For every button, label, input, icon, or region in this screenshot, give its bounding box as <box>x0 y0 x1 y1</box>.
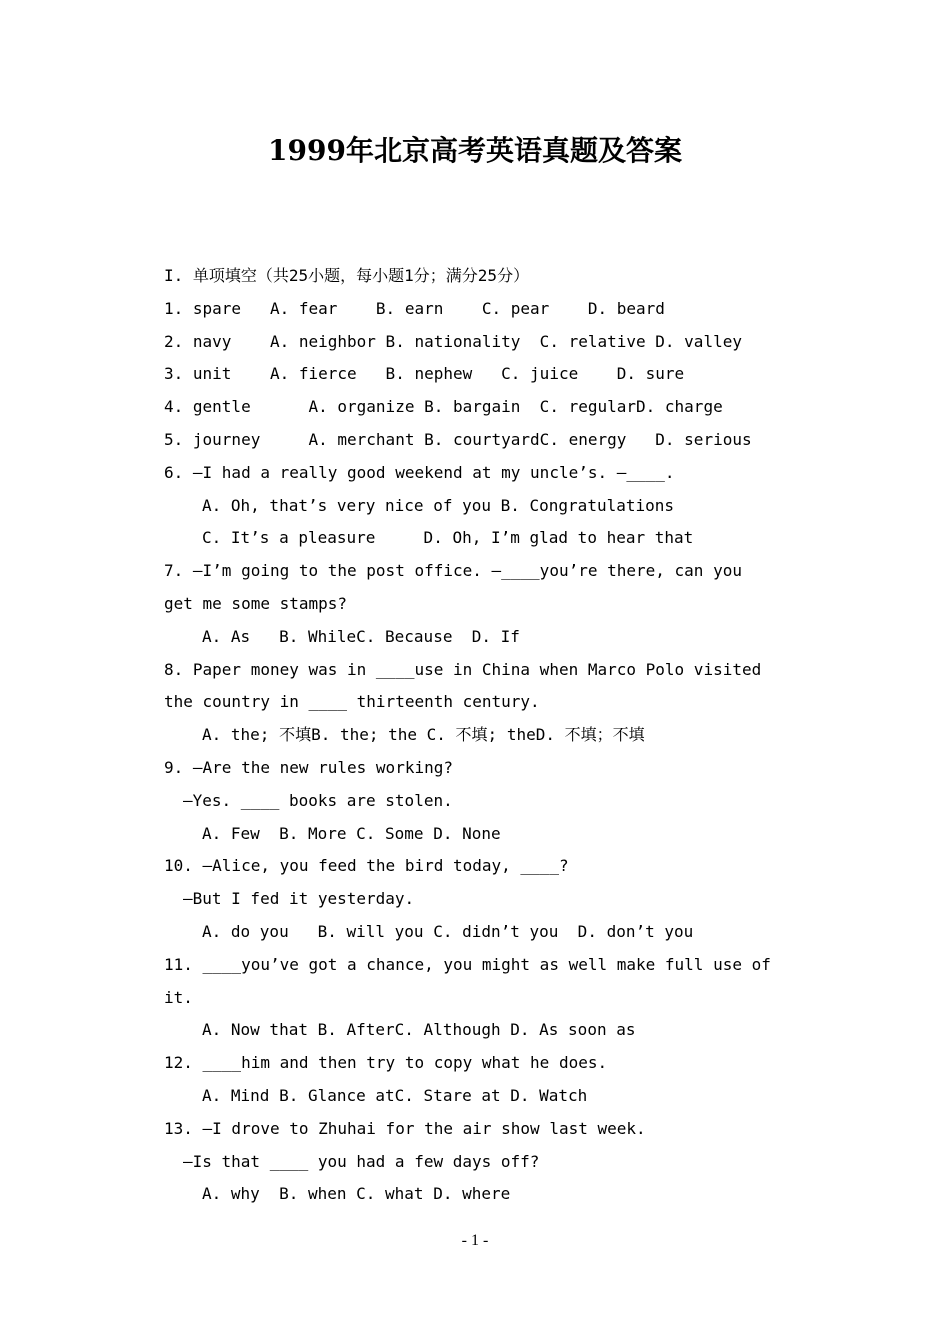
question-12-options: A. Mind B. Glance atC. Stare at D. Watch <box>202 1085 588 1105</box>
question-1: 1. spare A. fear B. earn C. pear D. beard <box>164 298 665 318</box>
question-6: 6. —I had a really good weekend at my uncle’s. —____. <box>164 462 675 482</box>
question-9-reply: —Yes. ____ books are stolen. <box>183 790 453 810</box>
document-title: 1999年北京高考英语真题及答案 <box>268 134 682 167</box>
question-8-options: A. the; 不填B. the; the C. 不填; theD. 不填；不填 <box>202 725 645 745</box>
question-5: 5. journey A. merchant B. courtyardC. energy D. serious <box>164 429 752 449</box>
page-number: - 1 - <box>461 1232 489 1249</box>
question-7: 7. —I’m going to the post office. —____you’re there, can you <box>164 561 742 581</box>
section-heading: I. 单项填空（共25小题，每小题1分；满分25分） <box>164 266 530 285</box>
question-7-continued: get me some stamps? <box>164 593 348 613</box>
question-6-options-c-d: C. It’s a pleasure D. Oh, I’m glad to hear that <box>202 528 694 548</box>
question-7-options: A. As B. WhileC. Because D. If <box>202 626 520 646</box>
question-9: 9. —Are the new rules working? <box>164 757 453 777</box>
question-10: 10. —Alice, you feed the bird today, ____? <box>164 856 569 876</box>
question-11: 11. ____you’ve got a chance, you might as well make full use of <box>164 954 771 974</box>
question-2: 2. navy A. neighbor B. nationality C. relative D. valley <box>164 331 742 351</box>
question-11-continued: it. <box>164 987 193 1007</box>
document-body <box>164 260 794 1211</box>
question-8: 8. Paper money was in ____use in China when Marco Polo visited <box>164 659 762 679</box>
question-13-reply: —Is that ____ you had a few days off? <box>183 1151 540 1171</box>
question-13: 13. —I drove to Zhuhai for the air show last week. <box>164 1118 646 1138</box>
question-13-options: A. why B. when C. what D. where <box>202 1184 511 1204</box>
question-12: 12. ____him and then try to copy what he does. <box>164 1053 608 1073</box>
question-10-options: A. do you B. will you C. didn’t you D. don’t you <box>202 921 694 941</box>
question-10-reply: —But I fed it yesterday. <box>183 889 415 909</box>
question-11-options: A. Now that B. AfterC. Although D. As soon as <box>202 1020 636 1040</box>
question-6-options-a-b: A. Oh, that’s very nice of you B. Congratulations <box>202 495 675 515</box>
question-9-options: A. Few B. More C. Some D. None <box>202 823 501 843</box>
question-3: 3. unit A. fierce B. nephew C. juice D. sure <box>164 364 685 384</box>
question-8-continued: the country in ____ thirteenth century. <box>164 692 540 712</box>
question-4: 4. gentle A. organize B. bargain C. regularD. charge <box>164 397 723 417</box>
